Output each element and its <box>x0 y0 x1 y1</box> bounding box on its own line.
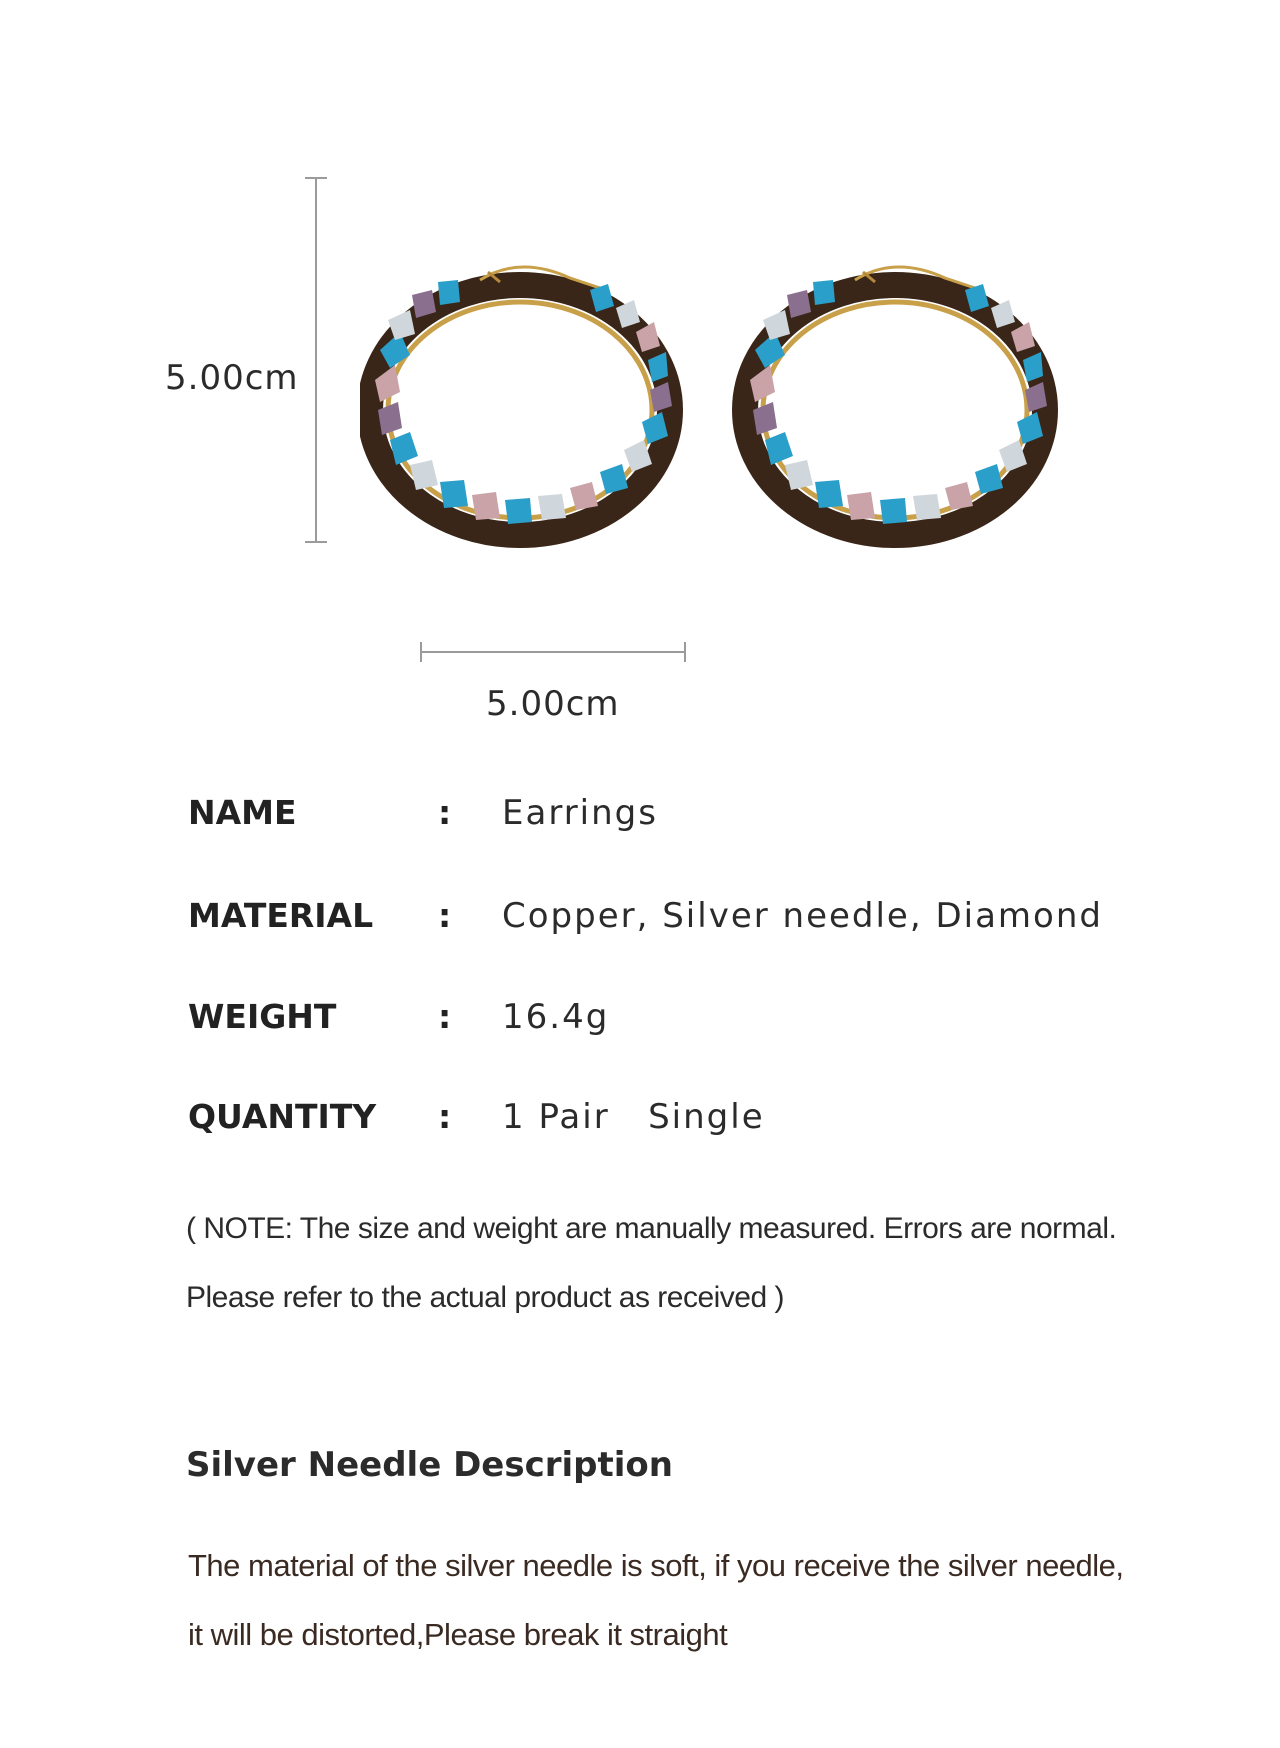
spec-row-name <box>188 793 1188 843</box>
dimension-line-horizontal <box>420 651 686 653</box>
note-line-1: ( NOTE: The size and weight are manually measured. Errors are normal. <box>186 1212 1117 1245</box>
note-line-2: Please refer to the actual product as received ) <box>186 1281 785 1314</box>
spec-label: NAME <box>188 793 297 832</box>
section-title: Silver Needle Description <box>186 1445 673 1485</box>
spec-row-material <box>188 896 1188 946</box>
width-label: 5.00cm <box>486 684 620 724</box>
earring-left <box>370 267 672 535</box>
spec-value: Copper, Silver needle, Diamond <box>502 896 1103 936</box>
spec-row-quantity <box>188 1097 1188 1147</box>
spec-colon: : <box>438 1097 452 1136</box>
dimension-line-vertical <box>315 177 317 543</box>
earring-right <box>745 267 1047 535</box>
dimension-cap-bottom <box>305 541 327 543</box>
description-line-2: it will be distorted,Please break it straight <box>188 1617 728 1652</box>
spec-row-weight <box>188 997 1188 1047</box>
earrings-image <box>360 250 1120 550</box>
spec-label: MATERIAL <box>188 896 374 935</box>
height-dimension-line <box>305 177 327 543</box>
spec-label: WEIGHT <box>188 997 337 1036</box>
height-label: 5.00cm <box>165 358 299 398</box>
spec-colon: : <box>438 896 452 935</box>
width-dimension-line <box>420 642 686 662</box>
spec-value: Earrings <box>502 793 658 833</box>
spec-value: 1 Pair Single <box>502 1097 765 1137</box>
description-line-1: The material of the silver needle is soft, if you receive the silver needle, <box>188 1548 1124 1583</box>
spec-colon: : <box>438 793 452 832</box>
spec-label: QUANTITY <box>188 1097 377 1136</box>
spec-value: 16.4g <box>502 997 610 1037</box>
spec-colon: : <box>438 997 452 1036</box>
dimension-cap-right <box>684 642 686 662</box>
